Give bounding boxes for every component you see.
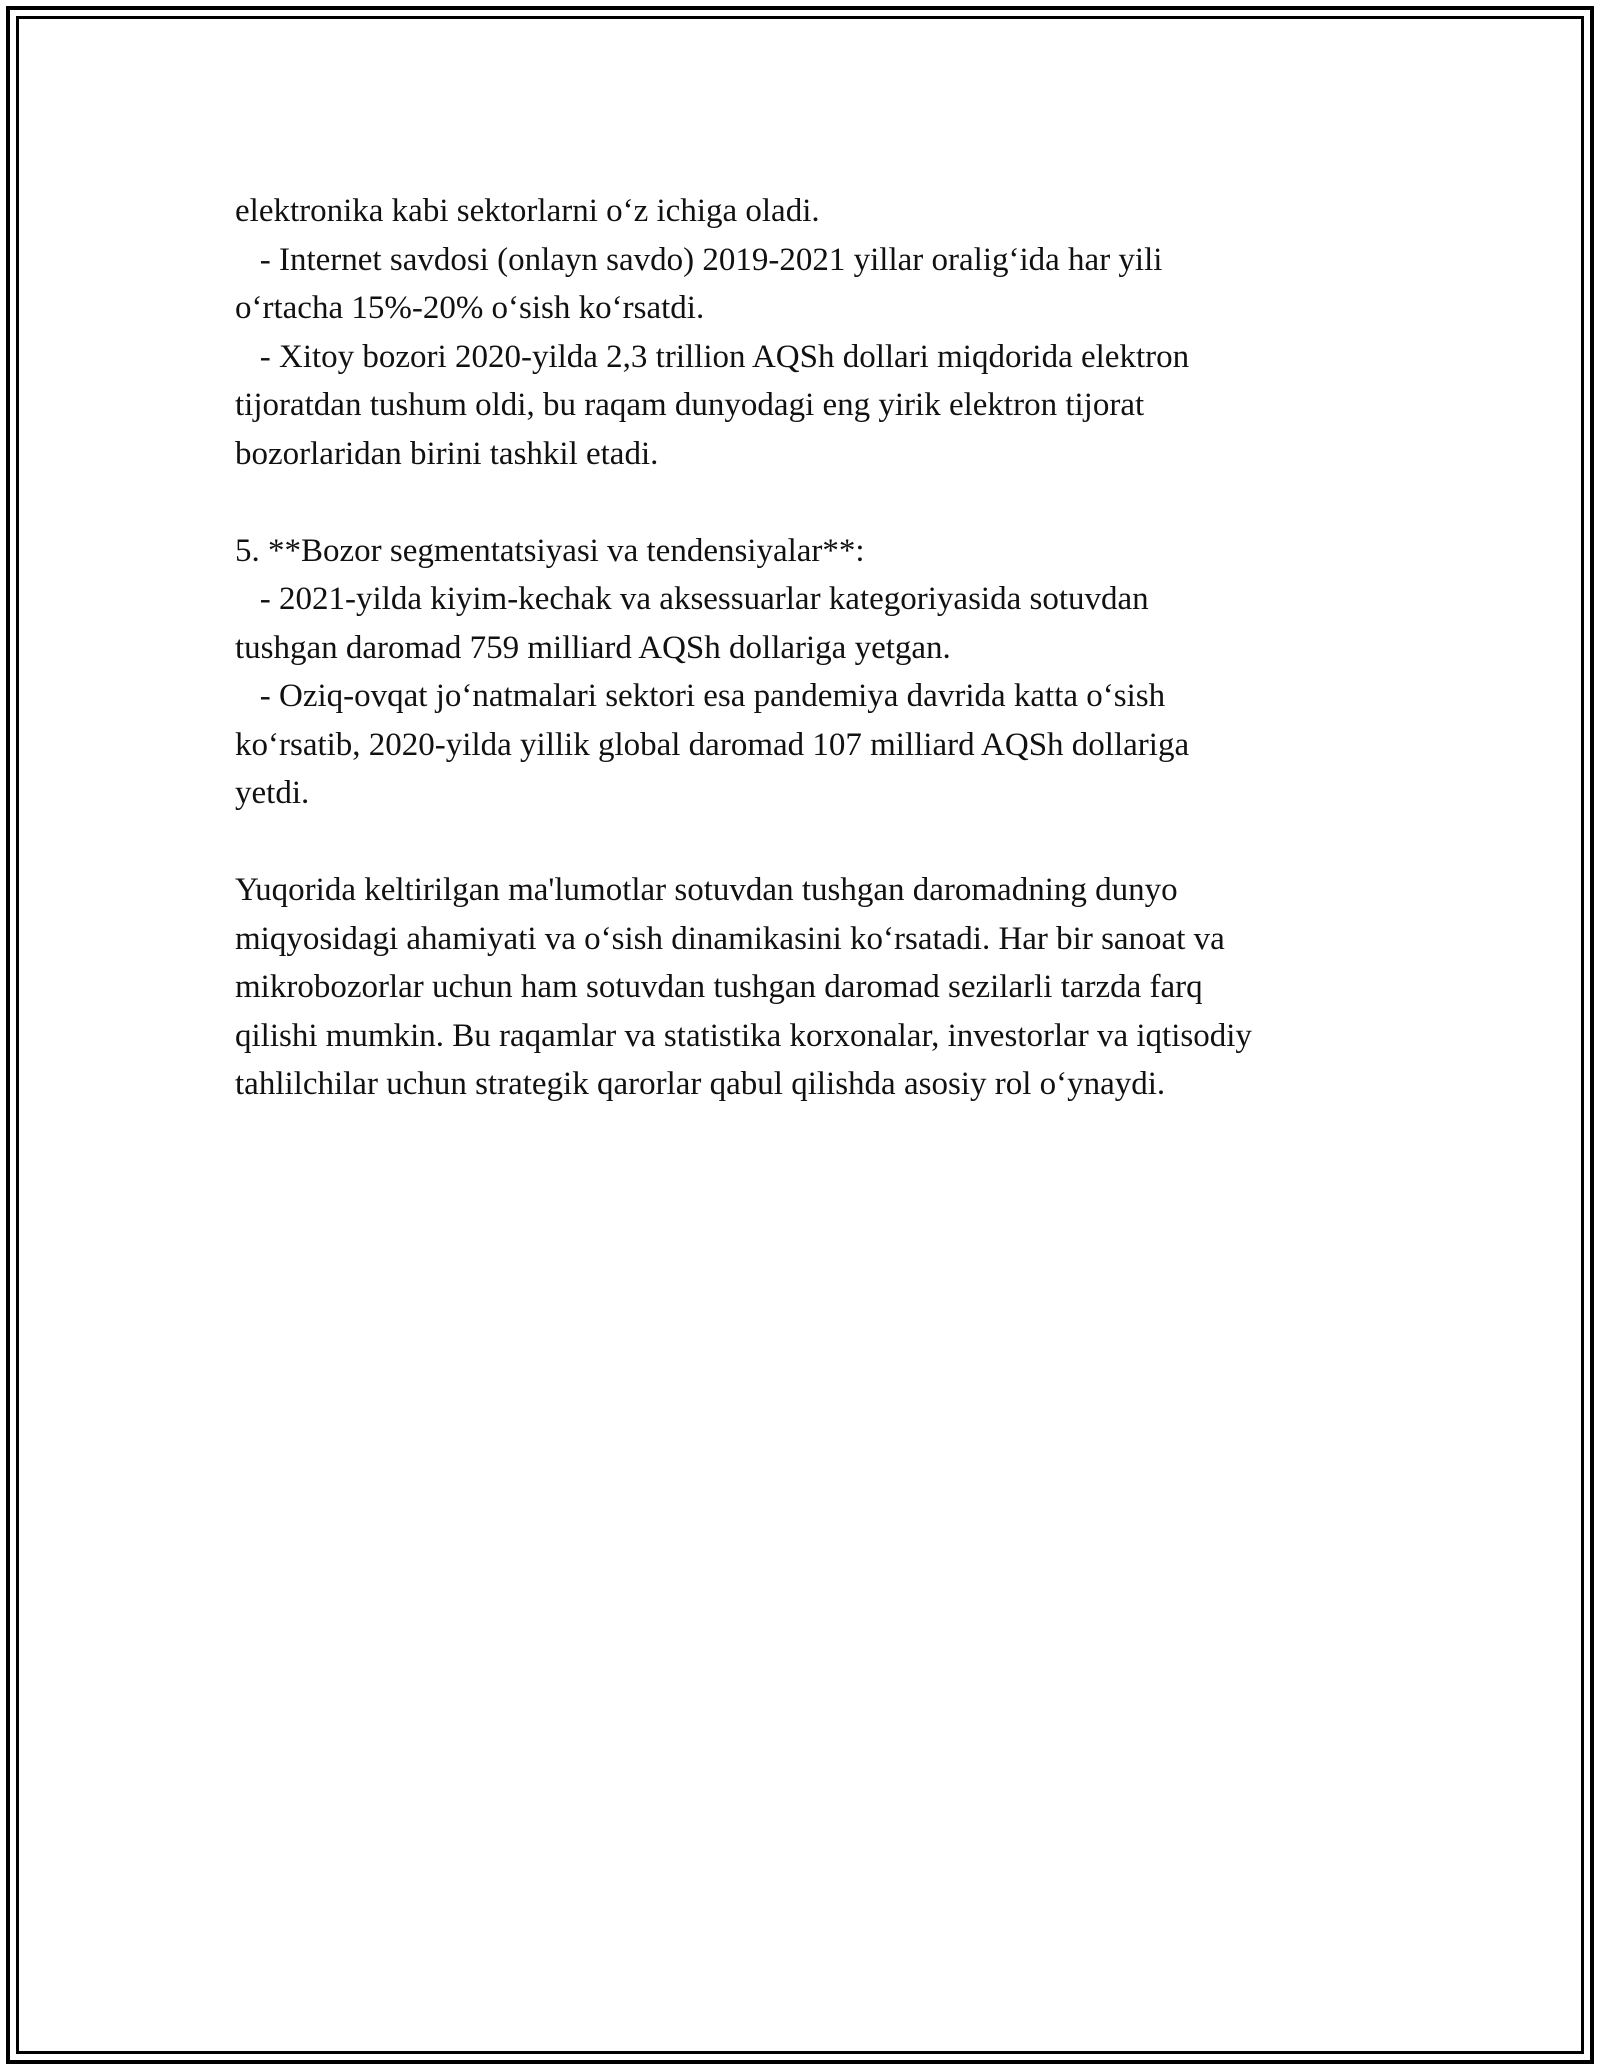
text-line: qilishi mumkin. Bu raqamlar va statistika korxonalar, investorlar va iqtisodiy bbox=[235, 1017, 1252, 1054]
paragraph-ecommerce bbox=[235, 187, 1395, 478]
text-line: tijoratdan tushum oldi, bu raqam dunyodagi eng yirik elektron tijorat bbox=[235, 387, 1145, 423]
section-heading: 5. **Bozor segmentatsiyasi va tendensiyalar**: bbox=[235, 532, 865, 569]
text-line: - Internet savdosi (onlayn savdo) 2019-2021 yillar oralig‘ida har yili bbox=[235, 241, 1163, 278]
text-line: tahlilchilar uchun strategik qarorlar qabul qilishda asosiy rol o‘ynaydi. bbox=[235, 1066, 1166, 1102]
text-line: ko‘rsatib, 2020-yilda yillik global daromad 107 milliard AQSh dollariga bbox=[235, 726, 1190, 763]
text-line: elektronika kabi sektorlarni o‘z ichiga oladi. bbox=[235, 193, 820, 229]
text-line: bozorlaridan birini tashkil etadi. bbox=[235, 435, 659, 472]
paragraph-segmentation bbox=[235, 527, 1395, 818]
text-line: - Xitoy bozori 2020-yilda 2,3 trillion AQSh dollari miqdorida elektron bbox=[235, 338, 1190, 375]
text-line: o‘rtacha 15%-20% o‘sish ko‘rsatdi. bbox=[235, 290, 705, 326]
text-line: miqyosidagi ahamiyati va o‘sish dinamikasini ko‘rsatadi. Har bir sanoat va bbox=[235, 920, 1225, 957]
document-body bbox=[235, 187, 1395, 1109]
text-line: - Oziq-ovqat jo‘natmalari sektori esa pandemiya davrida katta o‘sish bbox=[235, 678, 1166, 714]
text-line: mikrobozorlar uchun ham sotuvdan tushgan daromad sezilarli tarzda farq bbox=[235, 969, 1203, 1005]
text-line: - 2021-yilda kiyim-kechak va aksessuarlar kategoriyasida sotuvdan bbox=[235, 581, 1149, 617]
paragraph-conclusion bbox=[235, 866, 1395, 1109]
paragraph-gap bbox=[235, 478, 1395, 527]
text-line: yetdi. bbox=[235, 775, 310, 811]
paragraph-gap bbox=[235, 818, 1395, 867]
text-line: tushgan daromad 759 milliard AQSh dollariga yetgan. bbox=[235, 629, 951, 666]
text-line: Yuqorida keltirilgan ma'lumotlar sotuvdan tushgan daromadning dunyo bbox=[235, 872, 1178, 908]
